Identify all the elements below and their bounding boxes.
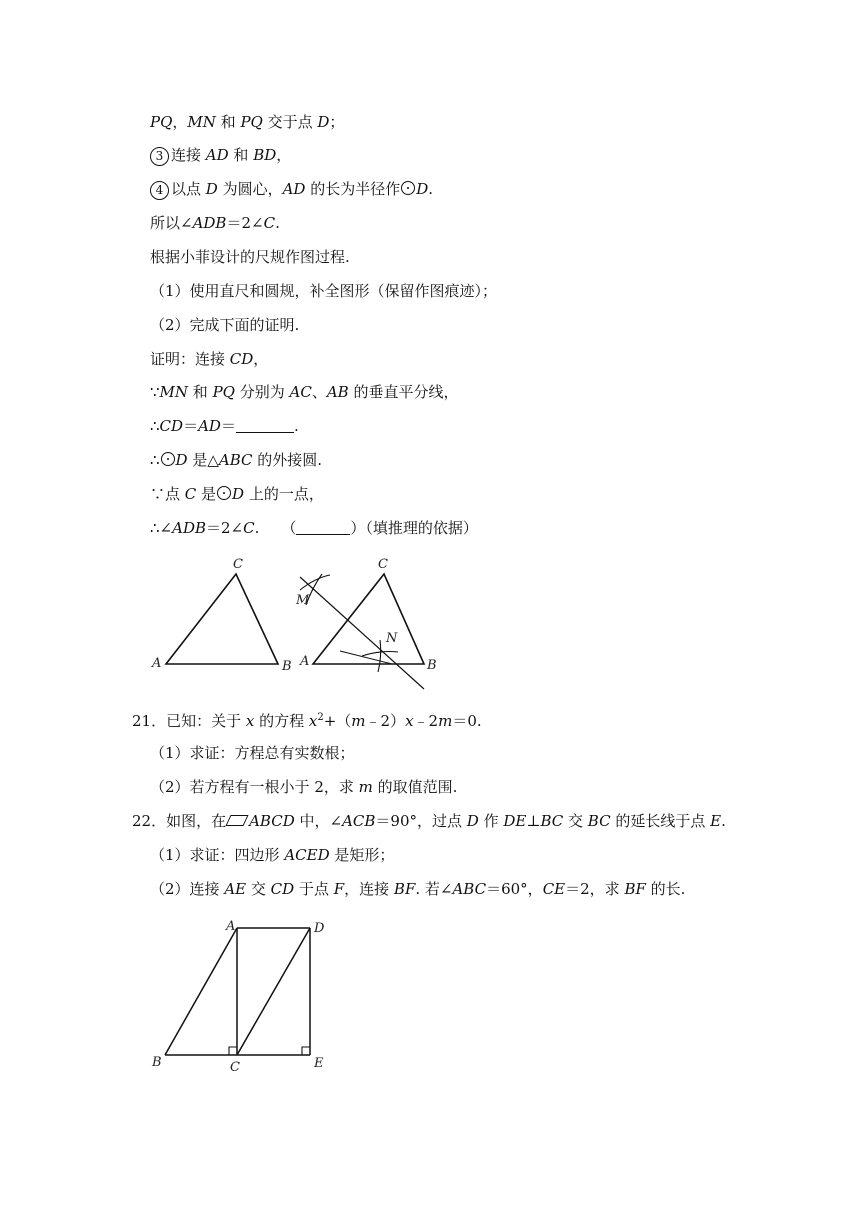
- label-c: C: [233, 557, 243, 572]
- proof-circumcircle-line: ∴ D 是△ABC 的外接圆.: [150, 451, 323, 469]
- circled-number-3: 3: [150, 147, 169, 166]
- label-e: E: [314, 1056, 324, 1071]
- instruction-line: 根据小菲设计的尺规作图过程.: [150, 248, 350, 266]
- proof-equal-line: ∴CD＝AD＝ .: [150, 417, 299, 435]
- label-b: B: [282, 659, 292, 674]
- question-21-part1: （1）求证：方程总有实数根；: [150, 744, 355, 762]
- question-22-line: 22．如图，在 ABCD 中，∠ACB＝90°，过点 D 作 DE⊥BC 交 BC 的延长线于点 E.: [132, 812, 726, 830]
- question-22-part1: （1）求证：四边形 ACED 是矩形；: [150, 846, 395, 864]
- label-c: C: [378, 557, 388, 572]
- circled-number-4: 4: [150, 181, 169, 200]
- label-a: A: [226, 919, 236, 934]
- question-22-part2: （2）连接 AE 交 CD 于点 F，连接 BF. 若∠ABC＝60°，CE＝2，求 BF 的长.: [150, 880, 686, 898]
- step2-continued-line: PQ，MN 和 PQ 交于点 D；: [150, 113, 345, 131]
- label-c: C: [230, 1060, 240, 1075]
- label-m: M: [296, 593, 310, 608]
- question-21-part2: （2）若方程有一根小于 2，求 m 的取值范围.: [150, 778, 458, 796]
- label-n: N: [386, 631, 398, 646]
- subquestion-2-line: （2）完成下面的证明.: [150, 316, 300, 334]
- label-a: A: [152, 656, 162, 671]
- conclusion-line: 所以∠ADB＝2∠C.: [150, 214, 280, 232]
- question-21-line: 21．已知：关于 x 的方程 $x^2+(m﹣2)x﹣2m=0$.: [132, 712, 482, 730]
- label-b: B: [427, 658, 437, 673]
- proof-point-line: ∵点 C 是 D 上的一点，: [150, 485, 324, 503]
- label-d: D: [314, 921, 325, 936]
- right-angle-mark-e: [302, 1047, 310, 1055]
- proof-start-line: 证明：连接 CD，: [150, 350, 269, 368]
- segment-ab: [165, 928, 237, 1055]
- proof-because-line: ∵MN 和 PQ 分别为 AC、AB 的垂直平分线，: [150, 383, 459, 401]
- proof-final-line: ∴∠ADB＝2∠C. （ ）（填推理的依据）: [150, 519, 478, 537]
- right-angle-mark-c: [229, 1047, 237, 1055]
- label-a: A: [300, 654, 310, 669]
- segment-cd: [237, 928, 310, 1055]
- step3-line: 3 连接 AD 和 BD，: [150, 145, 291, 166]
- subquestion-1-line: （1）使用直尺和圆规，补全图形（保留作图痕迹）；: [150, 282, 498, 300]
- step4-line: 4 以点 D 为圆心，AD 的长为半径作 D.: [150, 179, 433, 200]
- label-b: B: [152, 1055, 162, 1070]
